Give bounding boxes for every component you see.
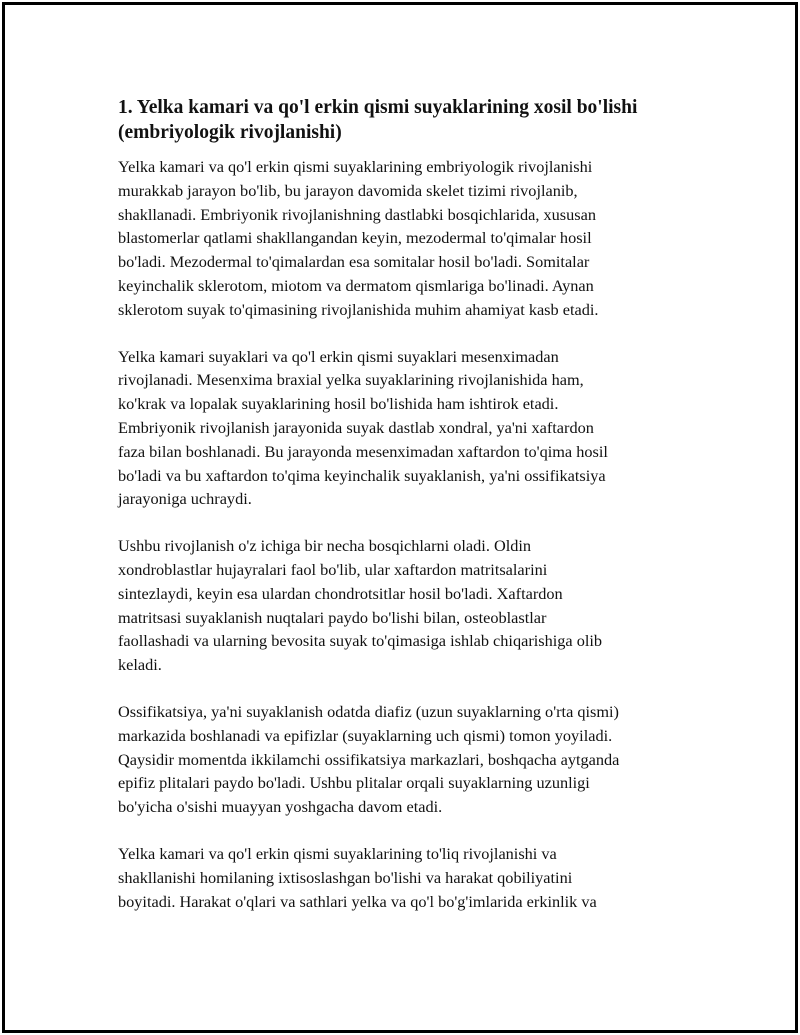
text-line: bo'ladi. Mezodermal to'qimalardan esa somitalar hosil bo'ladi. Somitalar (118, 252, 590, 272)
text-line: markazida boshlanadi va epifizlar (suyaklarning uch qismi) tomon yoyiladi. (118, 725, 613, 745)
text-line: matritsasi suyaklanish nuqtalari paydo bo'lishi bilan, osteoblastlar (118, 607, 547, 627)
text-line: Yelka kamari va qo'l erkin qismi suyaklarining embriyologik rivojlanishi (118, 157, 593, 176)
text-line: rivojlanadi. Mesenxima braxial yelka suyaklarining rivojlanishida ham, (118, 370, 584, 390)
text-line: Embriyonik rivojlanish jarayonida suyak dastlab xondral, ya'ni xaftardon (118, 417, 594, 437)
text-line: faollashadi va ularning bevosita suyak to'qimasiga ishlab chiqarishiga olib (118, 631, 603, 651)
paragraph-3 (118, 534, 718, 677)
text-line: keyinchalik sklerotom, miotom va dermatom qismlariga bo'linadi. Aynan (118, 275, 594, 295)
paragraph-1 (118, 155, 718, 322)
text-line: faza bilan boshlanadi. Bu jarayonda mesenximadan xaftardon to'qima hosil (118, 441, 608, 461)
text-line: xondroblastlar hujayralari faol bo'lib, ular xaftardon matritsalarini (118, 559, 548, 579)
text-line: sklerotom suyak to'qimasining rivojlanishida muhim ahamiyat kasb etadi. (118, 299, 599, 319)
text-line: Ossifikatsiya, ya'ni suyaklanish odatda diafiz (uzun suyaklarning o'rta qismi) (118, 701, 619, 721)
paragraph-5 (118, 842, 718, 913)
text-line: blastomerlar qatlami shakllangandan keyin, mezodermal to'qimalar hosil (118, 228, 592, 248)
text-line: ko'krak va lopalak suyaklarining hosil bo'lishida ham ishtirok etadi. (118, 394, 559, 414)
text-line: Yelka kamari va qo'l erkin qismi suyaklarining to'liq rivojlanishi va (118, 843, 557, 863)
text-line: bo'ladi va bu xaftardon to'qima keyinchalik suyaklanish, ya'ni ossifikatsiya (118, 465, 606, 485)
section-heading (118, 95, 718, 145)
text-line: boyitadi. Harakat o'qlari va sathlari yelka va qo'l bo'g'imlarida erkinlik va (118, 891, 597, 911)
text-line: sintezlaydi, keyin esa ulardan chondrotsitlar hosil bo'ladi. Xaftardon (118, 583, 563, 603)
text-line: murakkab jarayon bo'lib, bu jarayon davomida skelet tizimi rivojlanib, (118, 180, 578, 200)
text-line: bo'yicha o'sishi muayyan yoshgacha davom etadi. (118, 797, 443, 817)
document-body (118, 95, 718, 936)
text-line: shakllanishi homilaning ixtisoslashgan bo'lishi va harakat qobiliyatini (118, 867, 573, 887)
paragraph-4 (118, 700, 718, 819)
text-line: Ushbu rivojlanish o'z ichiga bir necha bosqichlarni oladi. Oldin (118, 536, 532, 556)
text-line: shakllanadi. Embriyonik rivojlanishning dastlabki bosqichlarida, xususan (118, 204, 596, 224)
heading-line: (embriyologik rivojlanishi) (118, 122, 342, 143)
text-line: jarayoniga uchraydi. (118, 489, 252, 509)
text-line: epifiz plitalari paydo bo'ladi. Ushbu plitalar orqali suyaklarning uzunligi (118, 773, 590, 793)
text-line: Qaysidir momentda ikkilamchi ossifikatsiya markazlari, boshqacha aytganda (118, 749, 620, 769)
paragraph-2 (118, 345, 718, 512)
text-line: Yelka kamari suyaklari va qo'l erkin qismi suyaklari mesenximadan (118, 346, 559, 366)
heading-line: 1. Yelka kamari va qo'l erkin qismi suyaklarining xosil bo'lishi (118, 97, 638, 118)
text-line: keladi. (118, 655, 162, 675)
